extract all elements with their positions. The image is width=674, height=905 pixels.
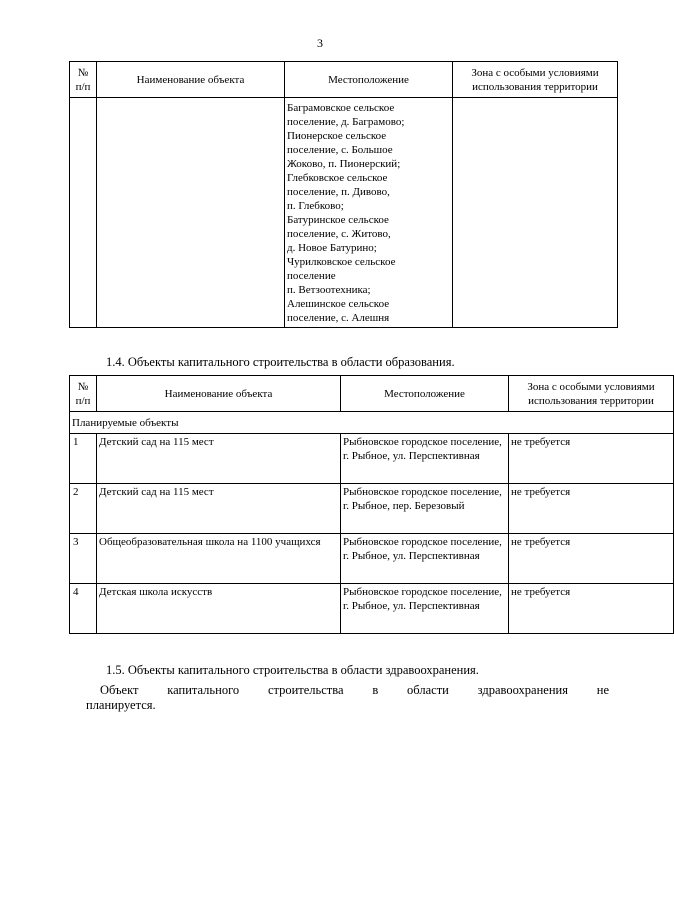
healthcare-paragraph-line2: планируется.: [86, 698, 156, 712]
header-location: Местоположение: [341, 376, 509, 412]
row-name: Детский сад на 115 мест: [97, 484, 341, 534]
table-row: [70, 434, 674, 484]
row-num: 2: [70, 484, 97, 534]
row-zone: не требуется: [509, 434, 674, 484]
location-line: Жоково, п. Пионерский;: [287, 158, 401, 170]
row-num: 3: [70, 534, 97, 584]
table-header-row: [70, 376, 674, 412]
location-line: п. Ветзоотехника;: [287, 284, 371, 296]
location-line: п. Глебково;: [287, 200, 344, 212]
row-num: 4: [70, 584, 97, 634]
row-num: 1: [70, 434, 97, 484]
page-number: 3: [317, 36, 323, 50]
location-line: Пионерское сельское: [287, 130, 387, 142]
header-location: Местоположение: [285, 62, 453, 98]
header-name: Наименование объекта: [97, 62, 285, 98]
table-header-row: [70, 62, 618, 98]
row-location: Рыбновское городское поселение, г. Рыбное, ул. Перспективная: [341, 434, 509, 484]
cell-location-list: [285, 98, 453, 328]
location-line: поселение, д. Баграмово;: [287, 116, 405, 128]
row-name: Детский сад на 115 мест: [97, 434, 341, 484]
section-heading-education: 1.4. Объекты капитального строительства в области образования.: [106, 355, 455, 369]
location-line: поселение, с. Большое: [287, 144, 393, 156]
location-line: Батуринское сельское: [287, 214, 389, 226]
table-row: [70, 98, 618, 328]
row-name: Общеобразовательная школа на 1100 учащихся: [97, 534, 341, 584]
header-num: № п/п: [70, 62, 97, 98]
row-location: Рыбновское городское поселение, г. Рыбное, пер. Березовый: [341, 484, 509, 534]
row-zone: не требуется: [509, 534, 674, 584]
header-num: № п/п: [70, 376, 97, 412]
row-name: Детская школа искусств: [97, 584, 341, 634]
location-line: Чурилковское сельское: [287, 256, 396, 268]
row-zone: не требуется: [509, 584, 674, 634]
group-label: Планируемые объекты: [70, 412, 674, 434]
header-zone: Зона с особыми условиями использования территории: [509, 376, 674, 412]
header-name: Наименование объекта: [97, 376, 341, 412]
row-zone: не требуется: [509, 484, 674, 534]
cell-name: [97, 98, 285, 328]
continuation-table: [69, 61, 618, 328]
section-heading-healthcare: 1.5. Объекты капитального строительства в области здравоохранения.: [106, 663, 479, 677]
table-row: [70, 484, 674, 534]
location-line: д. Новое Батурино;: [287, 242, 377, 254]
table-row: [70, 534, 674, 584]
group-row: [70, 412, 674, 434]
location-line: Глебковское сельское: [287, 172, 388, 184]
location-line: поселение, с. Житово,: [287, 228, 391, 240]
location-line: Алешинское сельское: [287, 298, 390, 310]
cell-num: [70, 98, 97, 328]
location-line: поселение, п. Дивово,: [287, 186, 390, 198]
cell-zone: [453, 98, 618, 328]
row-location: Рыбновское городское поселение, г. Рыбное, ул. Перспективная: [341, 534, 509, 584]
header-zone: Зона с особыми условиями использования территории: [453, 62, 618, 98]
location-line: поселение: [287, 270, 336, 282]
education-table: [69, 375, 674, 634]
row-location: Рыбновское городское поселение, г. Рыбное, ул. Перспективная: [341, 584, 509, 634]
location-line: поселение, с. Алешня: [287, 312, 390, 324]
healthcare-paragraph-line1: Объект капитального строительства в области здравоохранения не: [100, 683, 609, 697]
location-line: Баграмовское сельское: [287, 102, 395, 114]
table-row: [70, 584, 674, 634]
